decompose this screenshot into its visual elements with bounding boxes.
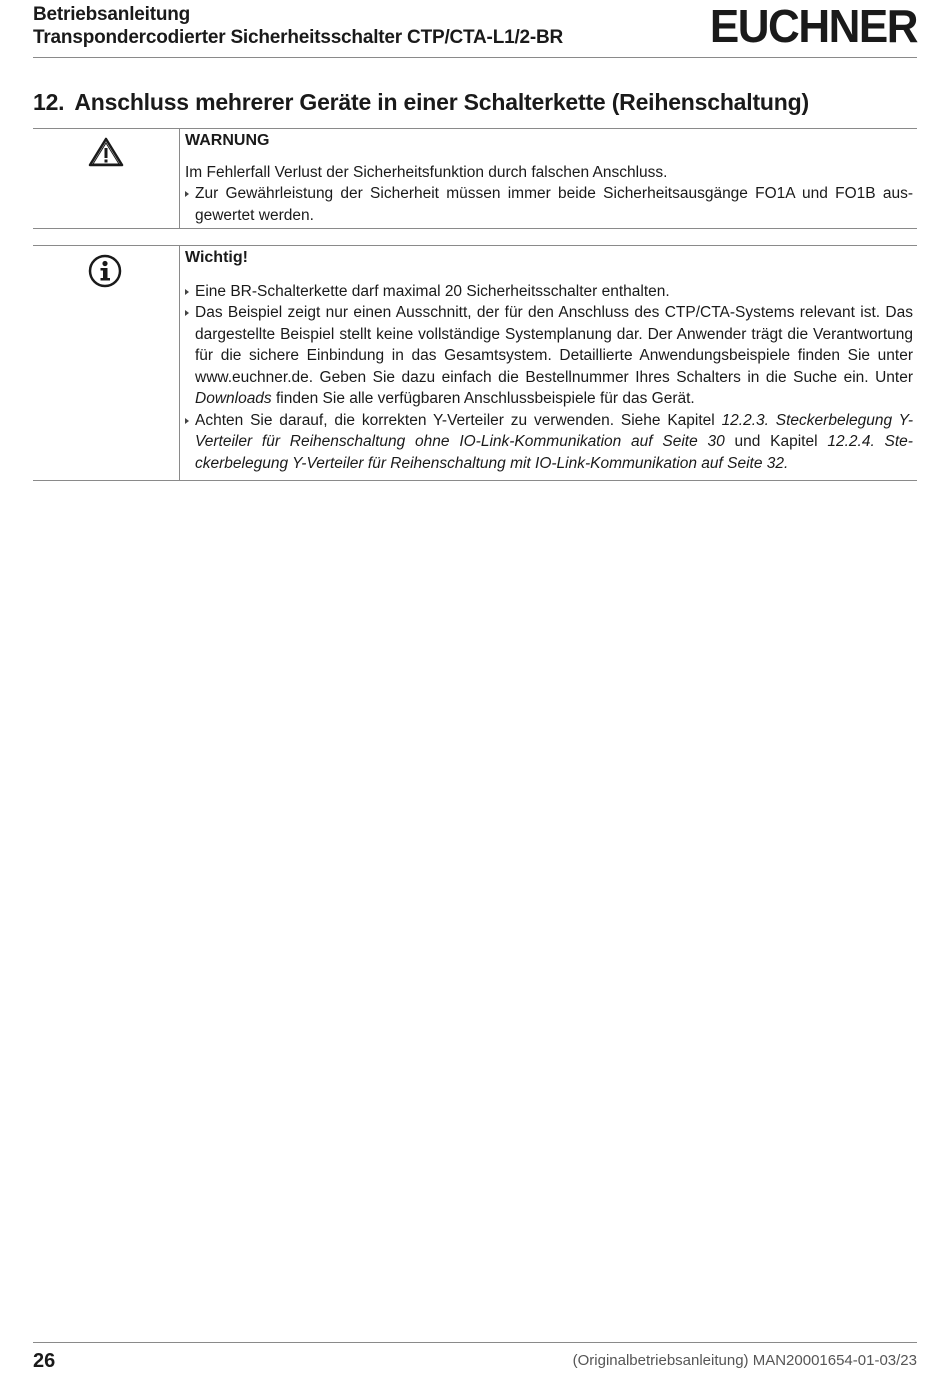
section-title: Anschluss mehrerer Geräte in einer Schalterkette (Reihenschaltung) [74, 89, 809, 115]
euchner-logo: EUCHNER [709, 0, 917, 53]
section-heading [33, 87, 809, 117]
page-header [33, 0, 917, 56]
warning-bullet: Zur Gewährleistung der Sicherheit müssen immer beide Sicherheitsausgänge FO1A und FO1B ausgewertet werden. [185, 183, 913, 226]
bullet-3-text-a: Achten Sie darauf, die korrekten Y-Verteiler zu verwenden. Siehe Kapitel [195, 411, 722, 429]
warning-icon-column [33, 129, 180, 228]
warning-content [185, 129, 913, 226]
chapter-reference-12-2-3[interactable]: 12.2.3. Steckerbelegung Y-Verteiler für Reihenschaltung ohne IO-Link-Kommunikation auf Seite 30 [195, 411, 913, 450]
document-type: Betriebsanleitung [33, 4, 191, 25]
warning-heading: WARNUNG [185, 132, 270, 149]
bullet-3-text-b: und Kapitel [724, 433, 828, 450]
document-title: Transpondercodierter Sicherheitsschalter CTP/CTA-L1/2-BR [33, 27, 564, 48]
page-number: 26 [33, 1350, 56, 1372]
important-bullet-2 [185, 302, 913, 410]
section-number: 12. [33, 89, 65, 115]
important-bullet-1: Eine BR-Schalterkette darf maximal 20 Sicherheitsschalter enthalten. [185, 281, 913, 303]
footer-divider [33, 1342, 917, 1343]
bullet-2-text-b: finden Sie alle verfügbaren Anschlussbeispiele für das Gerät. [271, 390, 695, 407]
important-heading: Wichtig! [185, 249, 248, 266]
info-icon [88, 254, 122, 288]
warning-triangle-icon [88, 137, 124, 167]
important-box [33, 245, 917, 481]
warning-box [33, 128, 917, 229]
downloads-term: Downloads [195, 390, 272, 407]
warning-text: Im Fehlerfall Verlust der Sicherheitsfunktion durch falschen Anschluss. [185, 163, 668, 181]
important-content [185, 246, 913, 474]
header-divider [33, 57, 917, 58]
bullet-2-text-a: Das Beispiel zeigt nur einen Ausschnitt, der für den Anschluss des CTP/CTA-Systems relevant ist. Das dargestellte Beispiel stellt keine vollständige Systemplanung dar. Der Anwender trägt die Verantwortung für die sichere Einbindung in das Gesamtsystem. Detaillierte Anwendungsbeispiele finden Sie unter www.euchner.de. Geben Sie dazu einfach die Bestellnummer Ihres Schalters in die Suche ein. Unter [195, 304, 913, 386]
document-reference: (Originalbetriebsanleitung) MAN20001654-01-03/23 [572, 1352, 917, 1369]
chapter-reference-12-2-4[interactable]: 12.2.4. Steckerbelegung Y-Verteiler für Reihenschaltung mit IO-Link-Kommunikation auf Seite 32. [195, 433, 913, 472]
important-bullet-3 [185, 410, 913, 475]
important-icon-column [33, 246, 180, 480]
